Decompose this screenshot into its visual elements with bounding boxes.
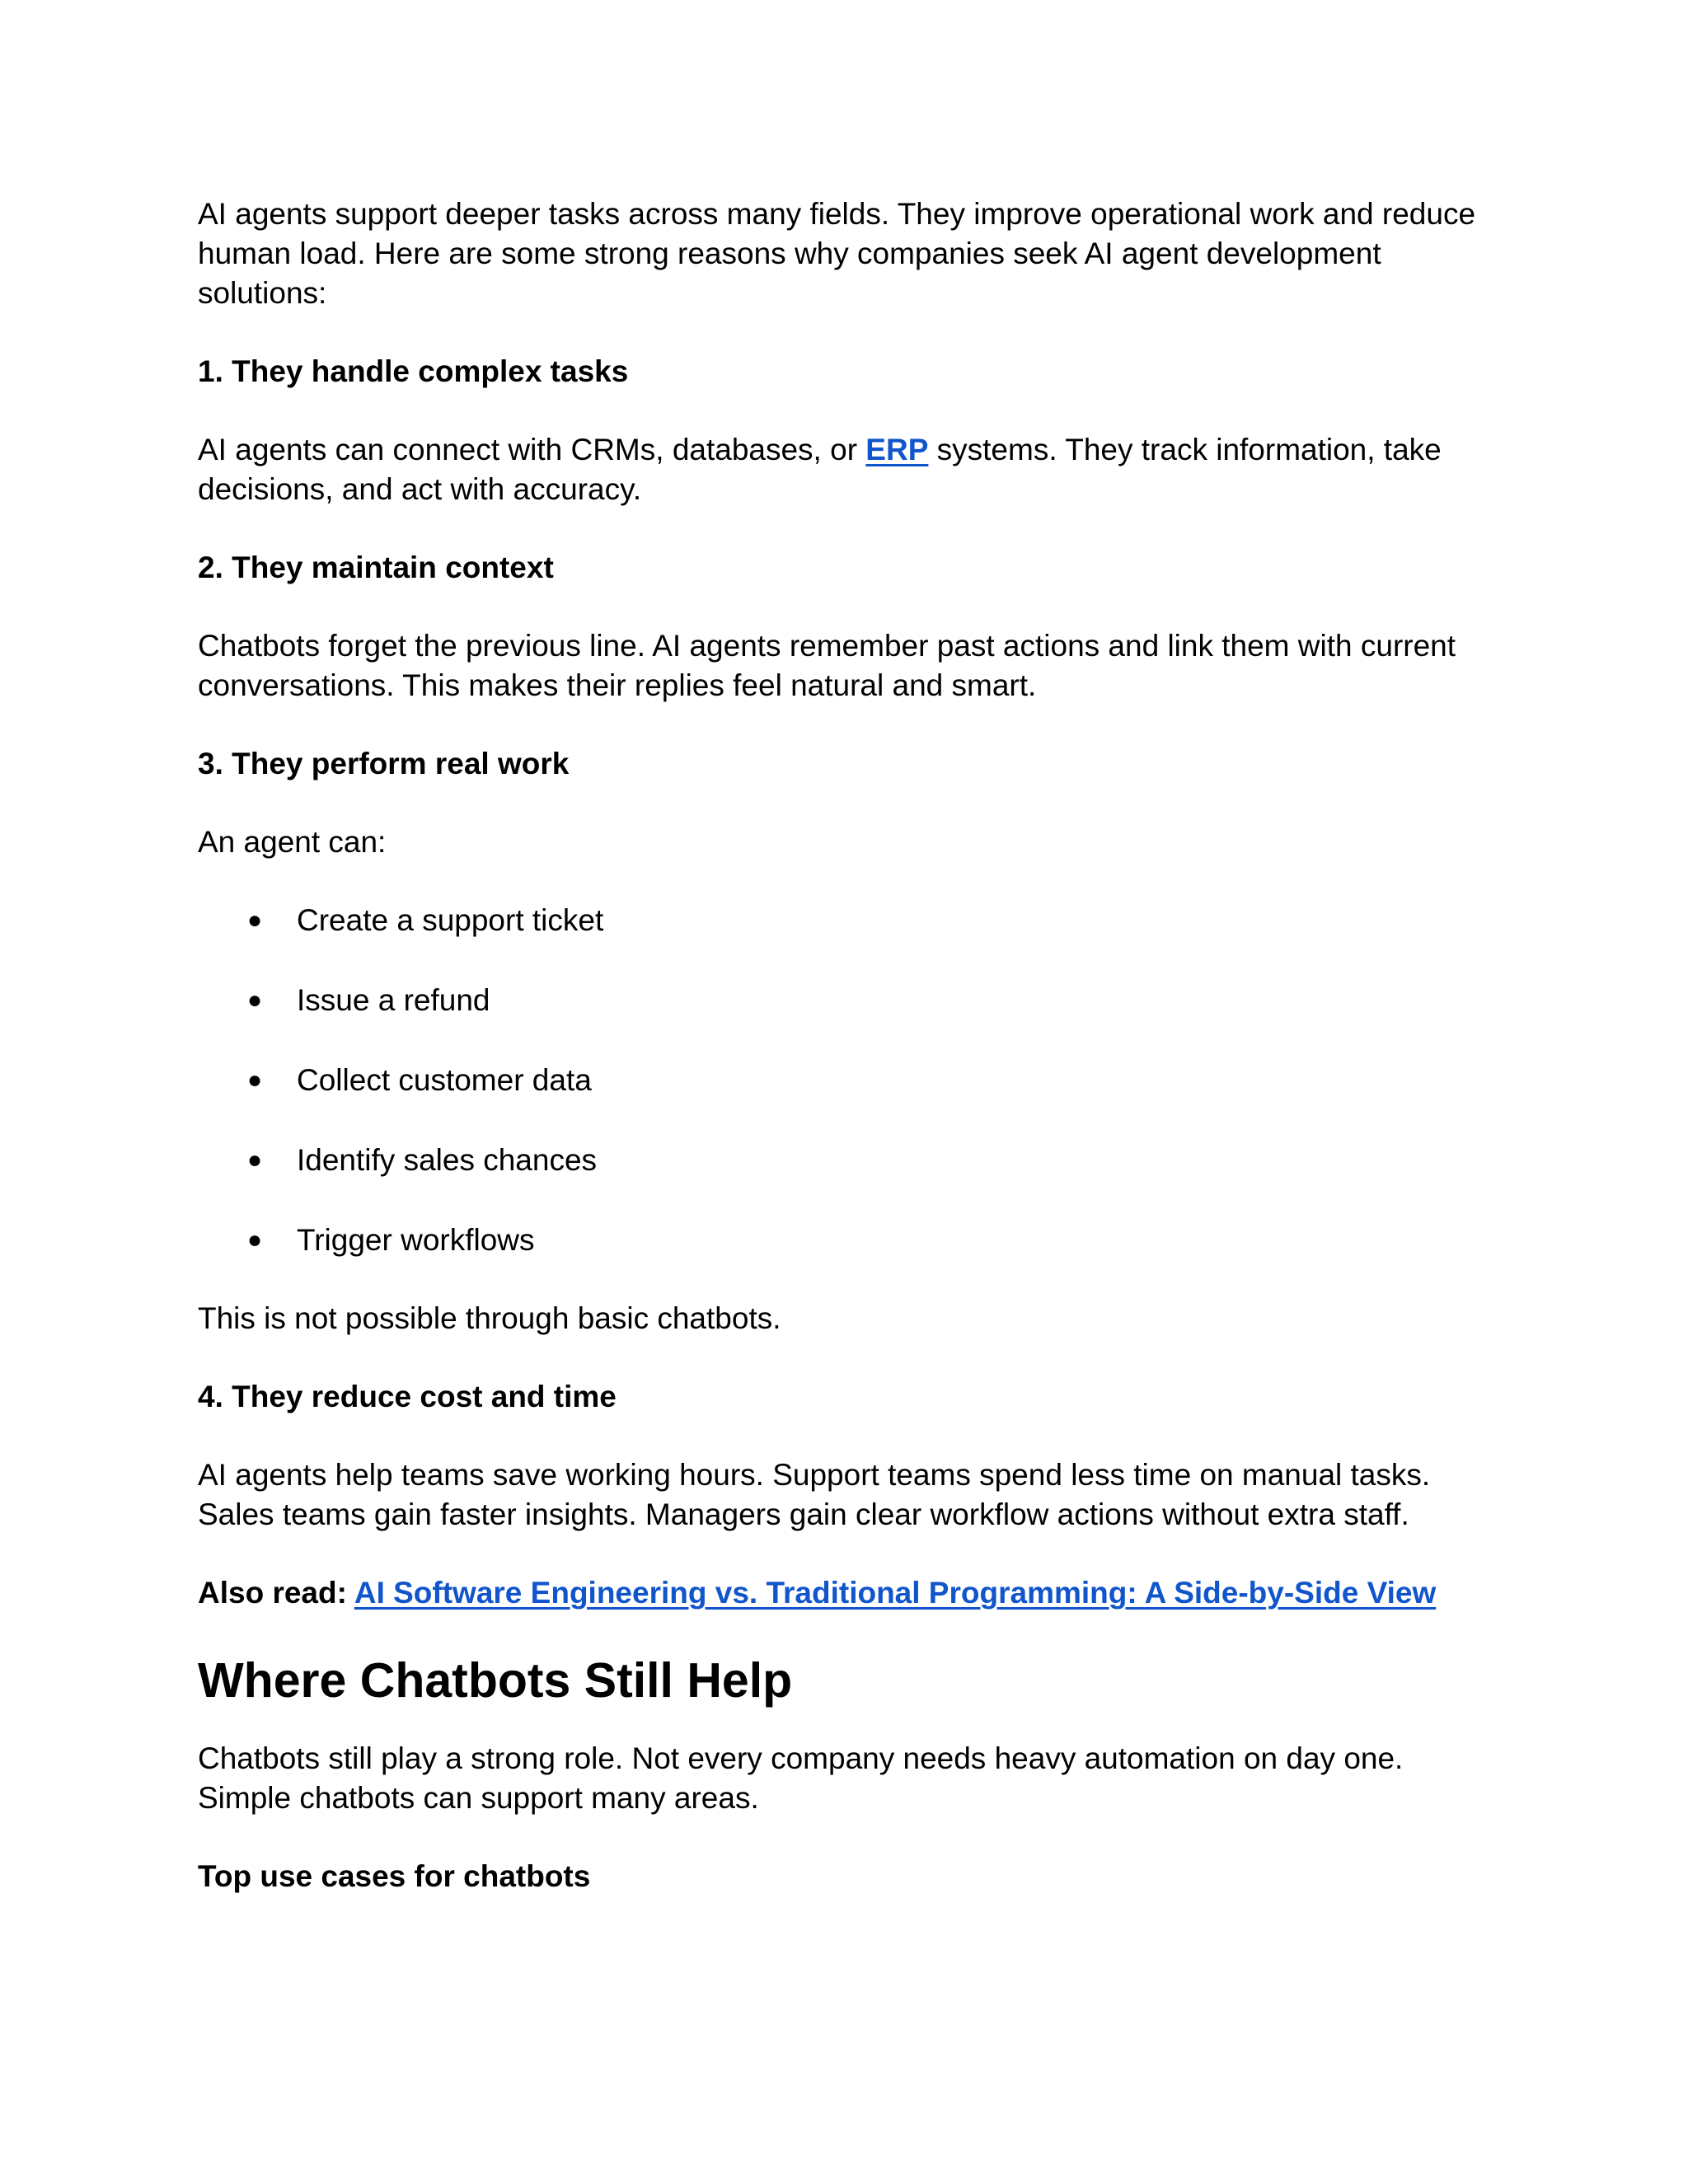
bullet-icon: ●: [247, 987, 263, 1014]
bullet-icon: ●: [247, 1146, 263, 1174]
list-item-text: Create a support ticket: [297, 903, 604, 937]
list-item-text: Identify sales chances: [297, 1143, 598, 1177]
also-read-label: Also read:: [198, 1576, 354, 1610]
point-3-lead: An agent can:: [198, 825, 387, 859]
list-item: [198, 1061, 1500, 1100]
bullet-icon: ●: [247, 907, 263, 934]
section-heading: Where Chatbots Still Help: [198, 1653, 793, 1708]
point-2-paragraph: Chatbots forget the previous line. AI agents remember past actions and link them with current conversations. This makes their replies feel natural and smart.: [198, 629, 1456, 702]
bullet-icon: ●: [247, 1066, 263, 1094]
list-item: [198, 1141, 1500, 1180]
list-item-text: Collect customer data: [297, 1063, 592, 1097]
list-item: [198, 1221, 1500, 1260]
point-1-paragraph: [198, 430, 1500, 509]
document-page: [198, 194, 1500, 1935]
point-2-heading: 2. They maintain context: [198, 551, 554, 584]
point-3-heading: 3. They perform real work: [198, 747, 570, 780]
list-item-text: Issue a refund: [297, 983, 490, 1017]
section-paragraph: Chatbots still play a strong role. Not every company needs heavy automation on day one. Simple chatbots can support many areas.: [198, 1741, 1404, 1815]
point-4-heading: 4. They reduce cost and time: [198, 1380, 617, 1413]
intro-paragraph: AI agents support deeper tasks across many fields. They improve operational work and reduce human load. Here are some strong reasons why companies seek AI agent development solutions:: [198, 197, 1476, 310]
also-read-link[interactable]: AI Software Engineering vs. Traditional Programming: A Side-by-Side View: [354, 1576, 1437, 1610]
point-4-paragraph: AI agents help teams save working hours. Support teams spend less time on manual tasks. Sales teams gain faster insights. Managers gain clear workflow actions without extra staff.: [198, 1458, 1431, 1531]
also-read-line: [198, 1573, 1500, 1613]
point-3-closing: This is not possible through basic chatbots.: [198, 1301, 781, 1335]
erp-link[interactable]: ERP: [865, 433, 929, 466]
list-item: [198, 981, 1500, 1020]
bullet-icon: ●: [247, 1226, 263, 1254]
list-item: [198, 901, 1500, 940]
point-1-heading: 1. They handle complex tasks: [198, 354, 629, 388]
point-1-text-after: systems. They track information, take decisions, and act with accuracy.: [198, 433, 1442, 506]
agent-capabilities-list: [198, 901, 1500, 1260]
list-item-text: Trigger workflows: [297, 1223, 535, 1257]
use-cases-subheading: Top use cases for chatbots: [198, 1859, 591, 1893]
point-1-text-before: AI agents can connect with CRMs, databases, or: [198, 433, 866, 466]
